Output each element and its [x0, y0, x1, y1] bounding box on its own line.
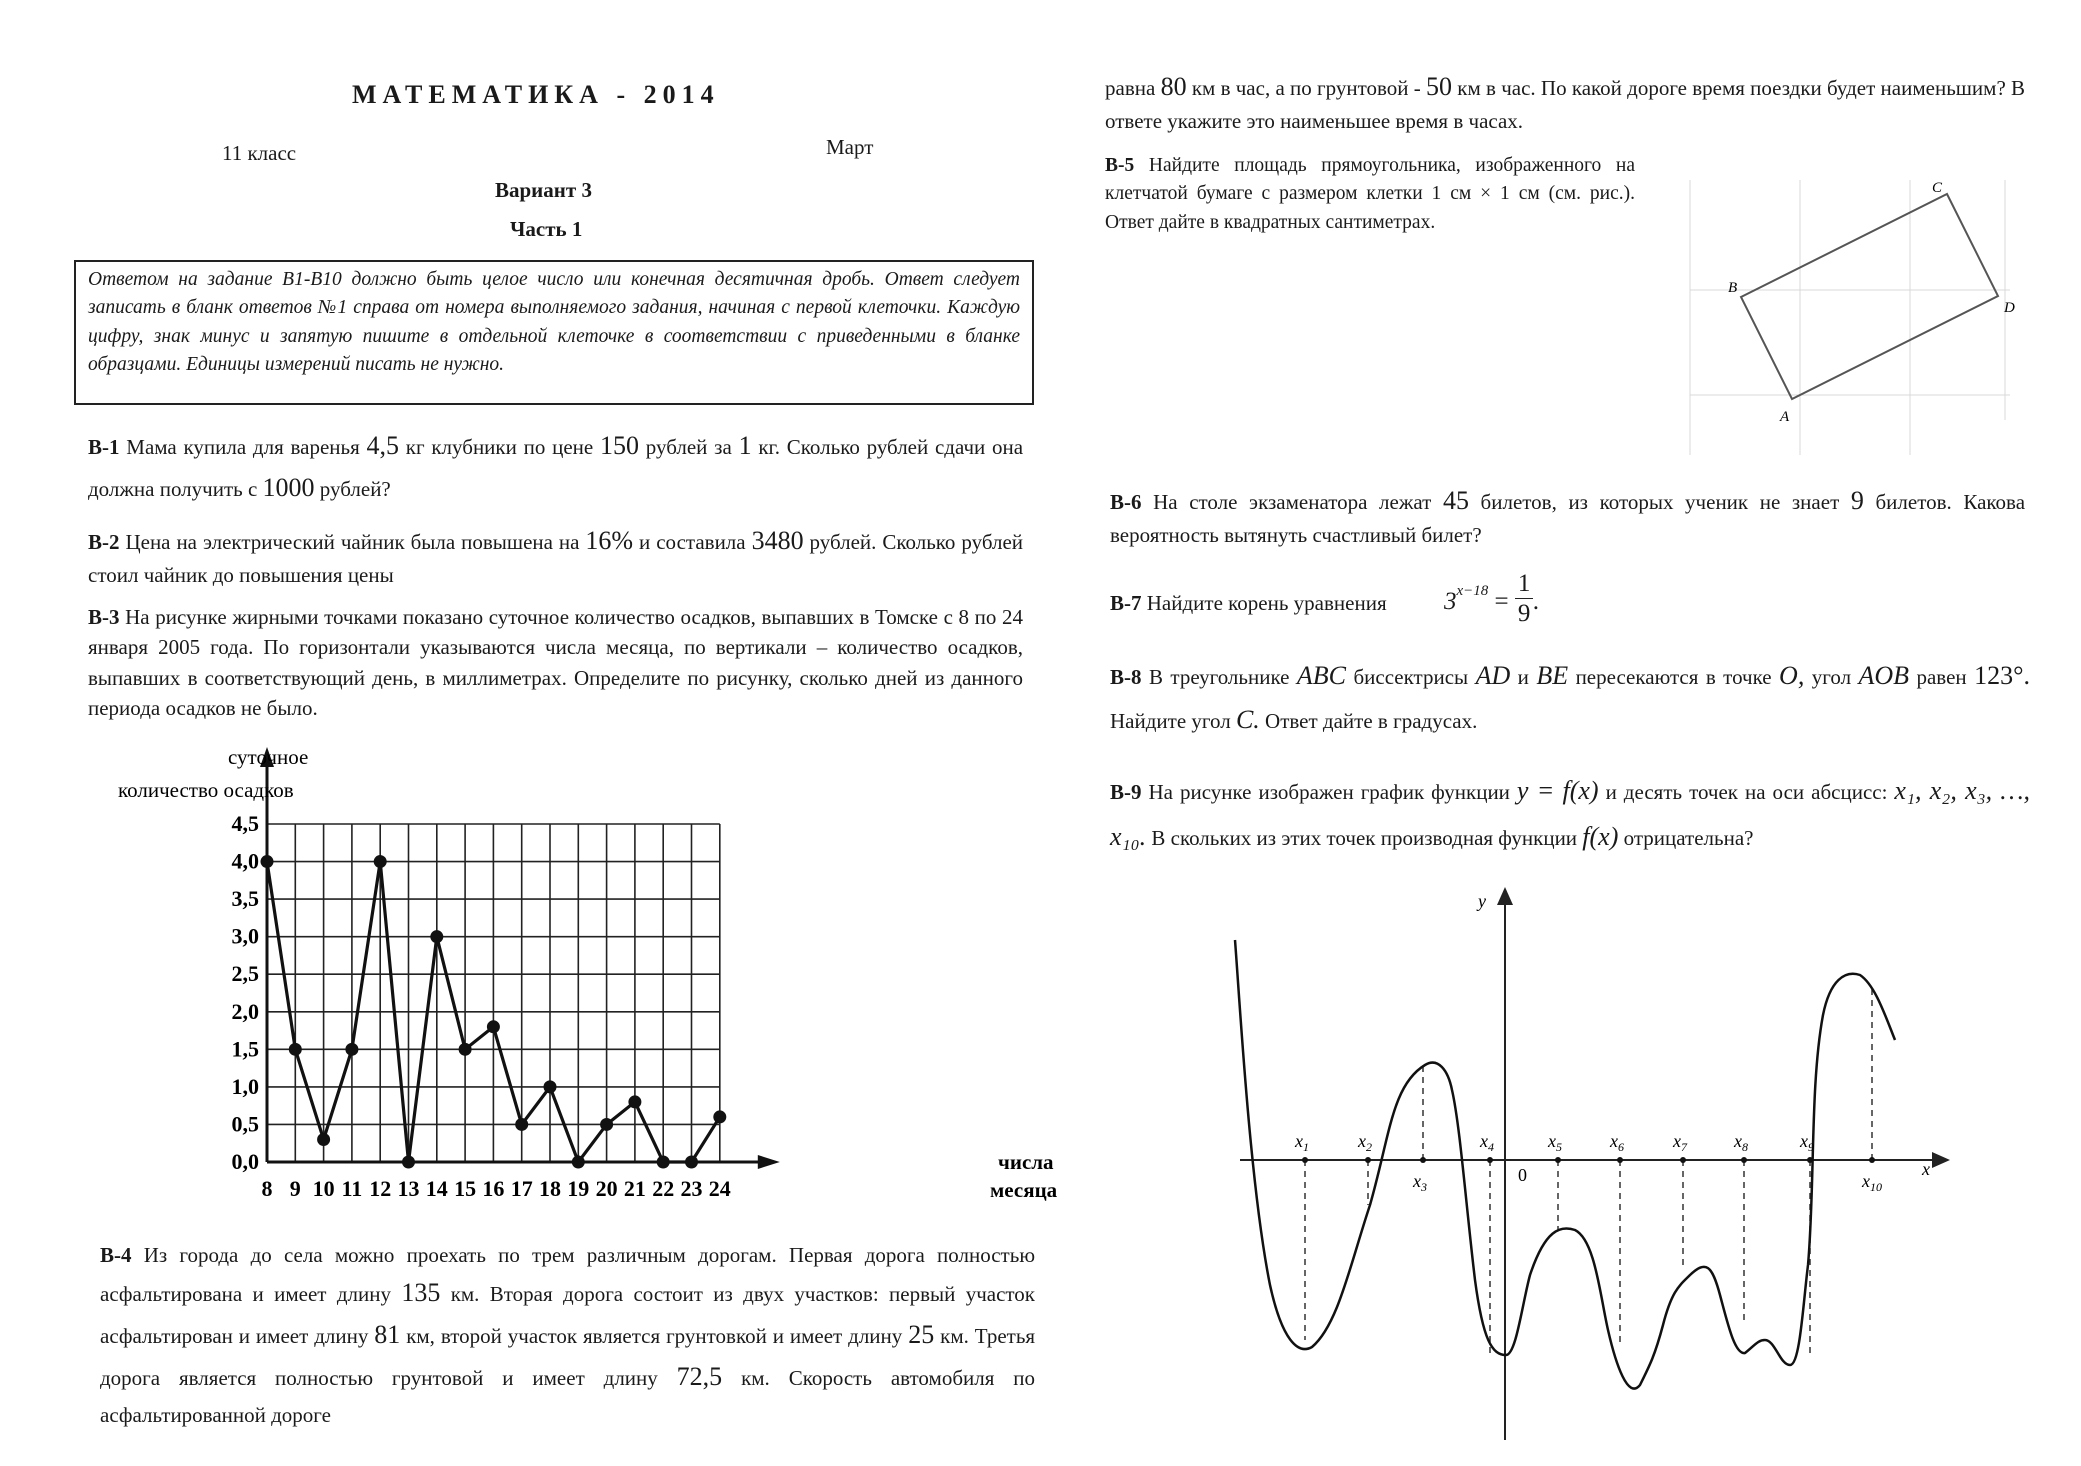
x-point-marker: [1680, 1157, 1686, 1163]
question-text: Найдите площадь прямоугольника, изображенного на клетчатой бумаге с размером клетки 1 см × 1 см (см. рис.). Ответ дайте в квадратных сантиметрах.: [1105, 155, 1636, 233]
x-point-label: $x_1$: [1295, 1131, 1309, 1154]
data-point: [713, 1110, 726, 1123]
question-number: В-2: [88, 530, 120, 554]
vertex-a-label: A: [1780, 409, 1790, 425]
x-tick-label: 18: [539, 1176, 561, 1201]
x-point-marker: [1420, 1157, 1426, 1163]
data-point: [572, 1156, 585, 1169]
question-text: км в час, а по грунтовой -: [1191, 76, 1421, 100]
question-number: В-5: [1105, 155, 1135, 176]
question-b3: [88, 602, 1023, 724]
x-tick-label: 20: [595, 1176, 618, 1201]
data-point: [600, 1118, 613, 1131]
x-tick-label: 23: [680, 1176, 703, 1201]
data-point: [374, 855, 387, 868]
math-o: O,: [1779, 661, 1805, 690]
x-point-marker: [1741, 1157, 1747, 1163]
number: 1: [738, 431, 752, 460]
x-tick-label: 11: [341, 1176, 363, 1201]
question-text: рублей за: [645, 435, 732, 459]
math-function: y = f(x): [1516, 776, 1599, 805]
instructions-box: [74, 260, 1034, 405]
question-b2: [88, 522, 1023, 590]
question-text: км, второй участок является грунтовкой и имеет длину: [406, 1324, 903, 1349]
fraction-numerator: 1: [1515, 570, 1534, 599]
x-point-guides: [1302, 985, 1875, 1355]
question-text: Найдите корень уравнения: [1146, 591, 1387, 615]
y-tick-label: 0,0: [231, 1149, 259, 1174]
x-point-label: $x_3$: [1413, 1171, 1427, 1194]
question-text: На столе экзаменатора лежат: [1153, 490, 1432, 514]
y-tick-label: 2,5: [231, 961, 259, 987]
part-label: Часть 1: [510, 217, 583, 241]
question-text: билетов. Какова вероятность вытянуть счастливый билет?: [1110, 490, 2026, 547]
x-point-marker: [1302, 1157, 1308, 1163]
question-text: В скольких из этих точек производная функции: [1151, 825, 1578, 850]
question-number: В-4: [100, 1243, 132, 1267]
question-text: биссектрисы: [1353, 665, 1469, 689]
chart-axes: [260, 747, 780, 1169]
x-point-label: $x_7$: [1673, 1131, 1687, 1154]
question-text: На рисунке изображен график функции: [1148, 780, 1510, 804]
data-point: [487, 1020, 500, 1033]
equation-dot: .: [1533, 588, 1540, 615]
number: 150: [600, 431, 639, 460]
data-point: [515, 1118, 528, 1131]
grade-label: 11 класс: [222, 141, 297, 165]
x-point-marker: [1617, 1157, 1623, 1163]
y-tick-label: 3,0: [231, 923, 259, 949]
vertex-b-label: B: [1728, 280, 1738, 296]
number: 135: [401, 1278, 441, 1308]
question-b8: [1110, 654, 2030, 742]
question-number: В-9: [1110, 780, 1142, 804]
number: 9: [1850, 486, 1864, 515]
chart-xlabel-2: месяца: [990, 1178, 1058, 1202]
x-point-label: $x_9$: [1800, 1131, 1814, 1154]
question-text: рублей. Сколько рублей стоил чайник до повышения цены: [88, 530, 1024, 587]
month-label: Март: [826, 135, 874, 159]
origin-label: 0: [1518, 1165, 1527, 1185]
question-text: кг клубники по цене: [405, 435, 594, 459]
x-tick-label: 17: [510, 1176, 533, 1201]
rectangle-figure: [1680, 170, 2020, 460]
x-axis-arrow: [758, 1155, 780, 1169]
question-text: билетов, из которых ученик не знает: [1480, 490, 1840, 514]
x-point-marker: [1487, 1157, 1493, 1163]
x-tick-label: 9: [289, 1176, 301, 1201]
rectangle-abcd: [1741, 194, 1998, 399]
math-function: f(x): [1582, 821, 1619, 851]
data-point: [402, 1156, 415, 1169]
x-tick-label: 21: [623, 1176, 646, 1201]
chart-ylabel-1: суточное: [228, 745, 309, 769]
number: 25: [908, 1320, 935, 1350]
y-tick-label: 4,5: [231, 811, 259, 836]
equation: [1444, 570, 1540, 629]
question-text: км в час. По какой дороге время поездки будет наименьшим? В ответе укажите это наименьшее время в часах.: [1105, 76, 2026, 133]
math-abc: ABC: [1296, 661, 1347, 690]
x-tick-label: 24: [708, 1176, 731, 1201]
x-point-marker: [1365, 1157, 1371, 1163]
x-tick-label: 10: [312, 1176, 335, 1201]
number: 3480: [751, 526, 804, 555]
equation-exponent: x−18: [1456, 583, 1489, 599]
x-tick-label: 19: [567, 1176, 590, 1201]
question-b6: [1110, 482, 2025, 550]
question-b7: [1110, 588, 1387, 618]
number: 81: [374, 1320, 401, 1350]
variant-label: Вариант 3: [495, 178, 592, 202]
y-tick-label: 1,5: [231, 1036, 259, 1062]
function-curve: [1235, 940, 1895, 1389]
question-text: Мама купила для варенья: [126, 435, 360, 459]
question-text: равна: [1105, 76, 1156, 100]
x-point-label: $x_6$: [1610, 1131, 1624, 1154]
math-points: x₁, x₂, x₃, …, x₁₀.: [1110, 776, 2031, 851]
data-point: [657, 1156, 670, 1169]
number: 50: [1426, 72, 1453, 101]
question-b5: [1105, 152, 1635, 237]
x-tick-label: 13: [397, 1176, 420, 1201]
question-text: км. Вторая дорога состоит из двух участков: первый участок асфальтирован и имеет длину: [100, 1282, 1036, 1349]
question-text: угол: [1811, 665, 1852, 689]
x-point-label: $x_{10}$: [1862, 1171, 1882, 1194]
chart-xlabel-1: числа: [998, 1150, 1054, 1174]
y-axis-label: y: [1478, 891, 1486, 911]
y-tick-label: 1,0: [231, 1073, 259, 1099]
question-text: пересекаются в точке: [1575, 665, 1772, 689]
number: 4,5: [366, 431, 400, 460]
chart-ylabel-2: количество осадков: [118, 778, 294, 802]
chart-grid: [267, 824, 720, 1162]
question-text: Из города до села можно проехать по трем различным дорогам. Первая дорога полностью асфальтирована и имеет длину: [100, 1243, 1036, 1307]
data-point: [685, 1156, 698, 1169]
data-point: [261, 855, 274, 868]
question-b9: [1110, 768, 2030, 859]
data-point: [459, 1043, 472, 1056]
page-title: МАТЕМАТИКА - 2014: [352, 80, 720, 109]
question-text: и: [1517, 665, 1529, 689]
x-point-label: $x_2$: [1358, 1131, 1372, 1154]
question-text: км. Третья дорога является полностью грунтовой и имеет длину: [100, 1324, 1036, 1391]
question-text: отрицательна?: [1623, 825, 1754, 850]
precipitation-chart: [100, 745, 1080, 1210]
question-number: В-1: [88, 435, 120, 459]
question-text: Найдите угол: [1110, 709, 1231, 734]
y-tick-label: 0,5: [231, 1111, 259, 1137]
question-b4-continued: [1105, 68, 2025, 136]
data-point: [345, 1043, 358, 1056]
instructions-text: Ответом на задание В1-В10 должно быть целое число или конечная десятичная дробь. Ответ следует записать в бланк ответов №1 справа от номера выполняемого задания, начиная с первой клеточки. Каждую цифру, знак минус и запятую пишите в отдельной клеточке в соответствии с приведенными в бланке образцами. Единицы измерений писать не нужно.: [88, 269, 1020, 375]
x-point-marker: [1869, 1157, 1875, 1163]
question-text: рублей?: [319, 476, 391, 501]
math-c: C.: [1235, 705, 1260, 735]
equation-equals: =: [1494, 588, 1509, 615]
number: 123°.: [1974, 661, 2031, 690]
fraction-denominator: 9: [1517, 599, 1531, 627]
question-text: Ответ дайте в градусах.: [1265, 709, 1478, 734]
number: 72,5: [676, 1362, 723, 1392]
number: 80: [1160, 72, 1187, 101]
x-tick-label: 15: [454, 1176, 477, 1201]
x-point-marker: [1555, 1157, 1561, 1163]
x-tick-label: 14: [425, 1176, 448, 1201]
data-point: [289, 1043, 302, 1056]
question-text: Цена на электрический чайник была повышена на: [125, 530, 580, 554]
x-tick-label: 22: [652, 1176, 675, 1201]
math-ad: AD: [1475, 661, 1511, 690]
question-text: равен: [1916, 665, 1967, 689]
x-tick-label: 12: [369, 1176, 392, 1201]
data-point: [544, 1080, 557, 1093]
chart-y-ticks: [232, 811, 260, 1174]
number: 16%: [585, 526, 634, 555]
question-text: и составила: [639, 530, 746, 554]
x-point-label: $x_5$: [1548, 1131, 1562, 1154]
question-text: На рисунке жирными точками показано суточное количество осадков, выпавших в Томске с 8 по 24 января 2005 года. По горизонтали указываются числа месяца, по вертикали – количество осадков, выпавших в соответствующий день, в миллиметрах. Определите по рисунку, сколько дней из данного периода осадков не было.: [88, 605, 1023, 721]
x-tick-label: 8: [261, 1176, 273, 1201]
question-number: В-6: [1110, 490, 1142, 514]
vertex-d-label: D: [2004, 300, 2015, 316]
question-text: и десять точек на оси абсцисс:: [1605, 780, 1888, 804]
data-point: [317, 1133, 330, 1146]
question-number: В-3: [88, 605, 120, 629]
equation-fraction: [1515, 570, 1534, 629]
chart-x-ticks: [262, 1176, 731, 1201]
number: 45: [1442, 486, 1469, 515]
question-text: кг. Сколько рублей сдачи она должна получить с: [88, 435, 1024, 501]
math-be: BE: [1536, 661, 1569, 690]
equation-base: 3: [1444, 588, 1457, 615]
x-axis-label: x: [1922, 1159, 1930, 1179]
x-tick-label: 16: [482, 1176, 505, 1201]
grid-paper: [1690, 180, 2010, 455]
data-point: [430, 930, 443, 943]
question-number: В-7: [1110, 591, 1142, 615]
question-b4: [100, 1238, 1035, 1432]
vertex-c-label: C: [1932, 180, 1943, 196]
question-b1: [88, 425, 1023, 508]
number: 1000: [262, 472, 315, 502]
x-point-label: $x_4$: [1480, 1131, 1494, 1154]
data-point: [628, 1095, 641, 1108]
question-text: км. Скорость автомобиля по асфальтированной дороге: [100, 1366, 1036, 1428]
function-graph: [1220, 885, 1960, 1445]
question-text: В треугольнике: [1148, 665, 1290, 689]
y-tick-label: 2,0: [231, 998, 259, 1024]
x-point-label: $x_8$: [1734, 1131, 1748, 1154]
y-tick-label: 4,0: [231, 848, 259, 874]
question-number: В-8: [1110, 665, 1142, 689]
y-tick-label: 3,5: [231, 886, 259, 912]
math-aob: AOB: [1858, 661, 1910, 690]
